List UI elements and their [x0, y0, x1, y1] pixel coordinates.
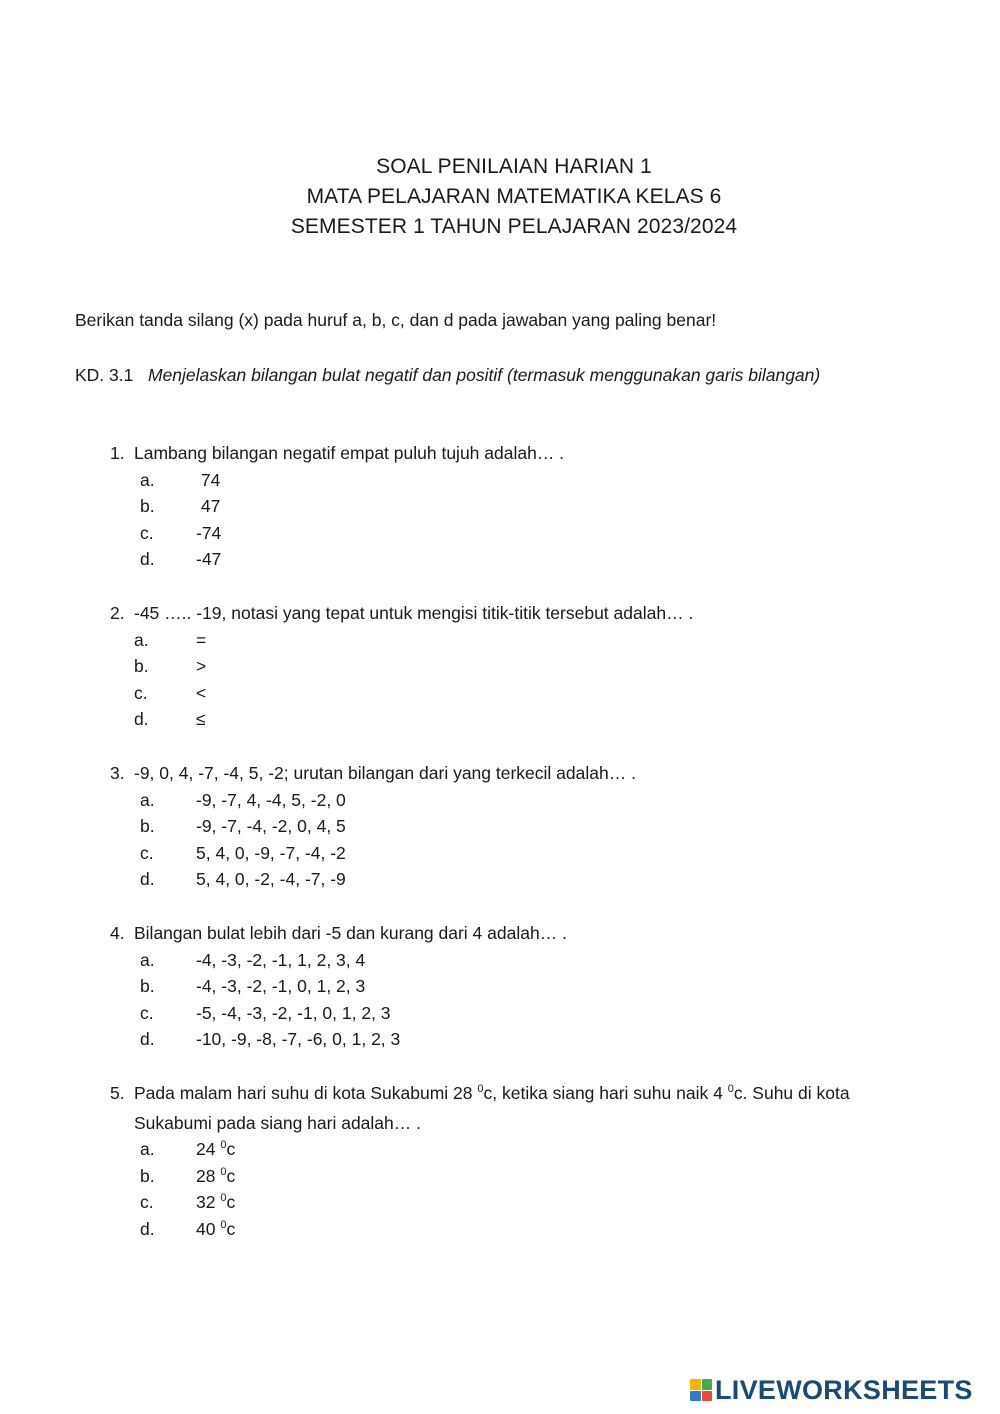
question-stem-part-1: Pada malam hari suhu di kota Sukabumi 28: [134, 1083, 478, 1103]
competency-standard: [75, 362, 875, 388]
option-a[interactable]: [110, 467, 564, 494]
question-number: 1.: [110, 443, 125, 463]
kd-description: Menjelaskan bilangan bulat negatif dan positif (termasuk menggunakan garis bilangan): [148, 365, 821, 385]
option-d[interactable]: [110, 546, 564, 573]
brand-name: LIVEWORKSHEETS: [715, 1375, 973, 1405]
logo-square-green: [702, 1379, 713, 1390]
question-stem-part-3: c. Suhu di kota Sukabumi pada siang hari adalah… .: [134, 1083, 850, 1133]
option-c[interactable]: [110, 840, 636, 867]
title-line-2: MATA PELAJARAN MATEMATIKA KELAS 6: [306, 185, 722, 208]
option-letter: a.: [140, 949, 155, 970]
option-letter: b.: [140, 976, 155, 996]
question-number: 3.: [110, 763, 125, 783]
option-value: 47: [196, 496, 221, 516]
option-c[interactable]: [110, 1189, 930, 1216]
option-letter: a.: [140, 789, 155, 810]
option-b[interactable]: [110, 653, 693, 680]
option-letter: c.: [140, 1002, 154, 1023]
option-value: -47: [196, 549, 222, 569]
option-value: >: [196, 656, 207, 676]
option-value: 32: [196, 1192, 221, 1212]
question-stem: -45 ….. -19, notasi yang tepat untuk mengisi titik-titik tersebut adalah… .: [134, 603, 694, 623]
degree-superscript: 0: [220, 1165, 227, 1178]
option-value: <: [196, 682, 207, 703]
option-d[interactable]: [110, 1026, 567, 1053]
option-b[interactable]: [110, 493, 564, 520]
degree-superscript: 0: [727, 1083, 734, 1095]
degree-superscript: 0: [220, 1218, 227, 1231]
logo-square-yellow: [690, 1379, 701, 1390]
liveworksheets-logo[interactable]: [690, 1375, 973, 1405]
option-letter: c.: [140, 522, 154, 543]
option-value: -4, -3, -2, -1, 0, 1, 2, 3: [196, 976, 366, 996]
option-a[interactable]: [110, 787, 636, 814]
option-b[interactable]: [110, 813, 636, 840]
option-letter: c.: [140, 842, 154, 863]
degree-superscript: 0: [477, 1083, 484, 1095]
option-unit: c: [226, 1192, 236, 1212]
option-value: -10, -9, -8, -7, -6, 0, 1, 2, 3: [196, 1029, 401, 1049]
logo-square-blue: [690, 1391, 701, 1402]
question-5: [110, 1080, 930, 1242]
option-letter: a.: [140, 469, 155, 490]
option-value: -9, -7, -4, -2, 0, 4, 5: [196, 816, 346, 836]
option-a[interactable]: [110, 627, 693, 654]
option-a[interactable]: [110, 947, 567, 974]
option-b[interactable]: [110, 1163, 930, 1190]
option-letter: d.: [140, 869, 155, 889]
option-letter: a.: [134, 629, 149, 650]
option-letter: d.: [140, 549, 155, 569]
option-value: ≤: [196, 709, 206, 729]
option-d[interactable]: [110, 706, 693, 733]
option-value: -5, -4, -3, -2, -1, 0, 1, 2, 3: [196, 1002, 391, 1023]
liveworksheets-logo-icon: [690, 1379, 712, 1401]
degree-superscript: 0: [220, 1139, 227, 1151]
option-letter: c.: [140, 1192, 154, 1212]
question-2: [110, 600, 693, 733]
option-unit: c: [226, 1218, 236, 1239]
option-letter: a.: [140, 1139, 155, 1159]
option-c[interactable]: [110, 680, 693, 707]
option-letter: c.: [134, 682, 148, 703]
option-d[interactable]: [110, 1216, 930, 1243]
instruction-text: Berikan tanda silang (x) pada huruf a, b, c, dan d pada jawaban yang paling benar!: [75, 310, 717, 330]
question-1: [110, 440, 564, 573]
option-letter: d.: [140, 1218, 155, 1239]
option-letter: b.: [140, 496, 155, 516]
question-3: [110, 760, 636, 893]
option-value: -9, -7, 4, -4, 5, -2, 0: [196, 789, 346, 810]
option-unit: c: [226, 1165, 236, 1186]
option-c[interactable]: [110, 1000, 567, 1027]
option-value: 74: [196, 469, 221, 490]
question-number: 2.: [110, 603, 125, 623]
degree-superscript: 0: [220, 1192, 227, 1204]
option-c[interactable]: [110, 520, 564, 547]
question-stem-part-2: c, ketika siang hari suhu naik 4: [483, 1083, 728, 1103]
option-d[interactable]: [110, 866, 636, 893]
option-letter: b.: [140, 1165, 155, 1186]
option-value: -4, -3, -2, -1, 1, 2, 3, 4: [196, 949, 366, 970]
option-value: =: [196, 629, 207, 650]
question-number: 4.: [110, 923, 125, 943]
option-value: 5, 4, 0, -2, -4, -7, -9: [196, 869, 346, 889]
option-letter: b.: [134, 656, 149, 676]
option-value: 24: [196, 1139, 221, 1159]
option-a[interactable]: [110, 1136, 930, 1163]
title-line-1: SOAL PENILAIAN HARIAN 1: [376, 155, 652, 178]
option-unit: c: [226, 1139, 236, 1159]
question-stem: -9, 0, 4, -7, -4, 5, -2; urutan bilangan dari yang terkecil adalah… .: [134, 763, 636, 783]
option-letter: d.: [140, 1029, 155, 1049]
option-value: 28: [196, 1165, 221, 1186]
option-letter: b.: [140, 816, 155, 836]
option-b[interactable]: [110, 973, 567, 1000]
question-number: 5.: [110, 1083, 125, 1103]
option-value: 5, 4, 0, -9, -7, -4, -2: [196, 842, 346, 863]
logo-square-red: [702, 1391, 713, 1402]
option-value: 40: [196, 1218, 221, 1239]
question-stem: Lambang bilangan negatif empat puluh tujuh adalah… .: [134, 443, 565, 463]
document-title: [0, 152, 1000, 242]
question-stem: Bilangan bulat lebih dari -5 dan kurang dari 4 adalah… .: [134, 923, 567, 943]
title-line-3: SEMESTER 1 TAHUN PELAJARAN 2023/2024: [290, 215, 738, 238]
option-value: -74: [196, 522, 222, 543]
question-4: [110, 920, 567, 1053]
kd-code: KD. 3.1: [75, 365, 134, 385]
option-letter: d.: [134, 709, 149, 729]
